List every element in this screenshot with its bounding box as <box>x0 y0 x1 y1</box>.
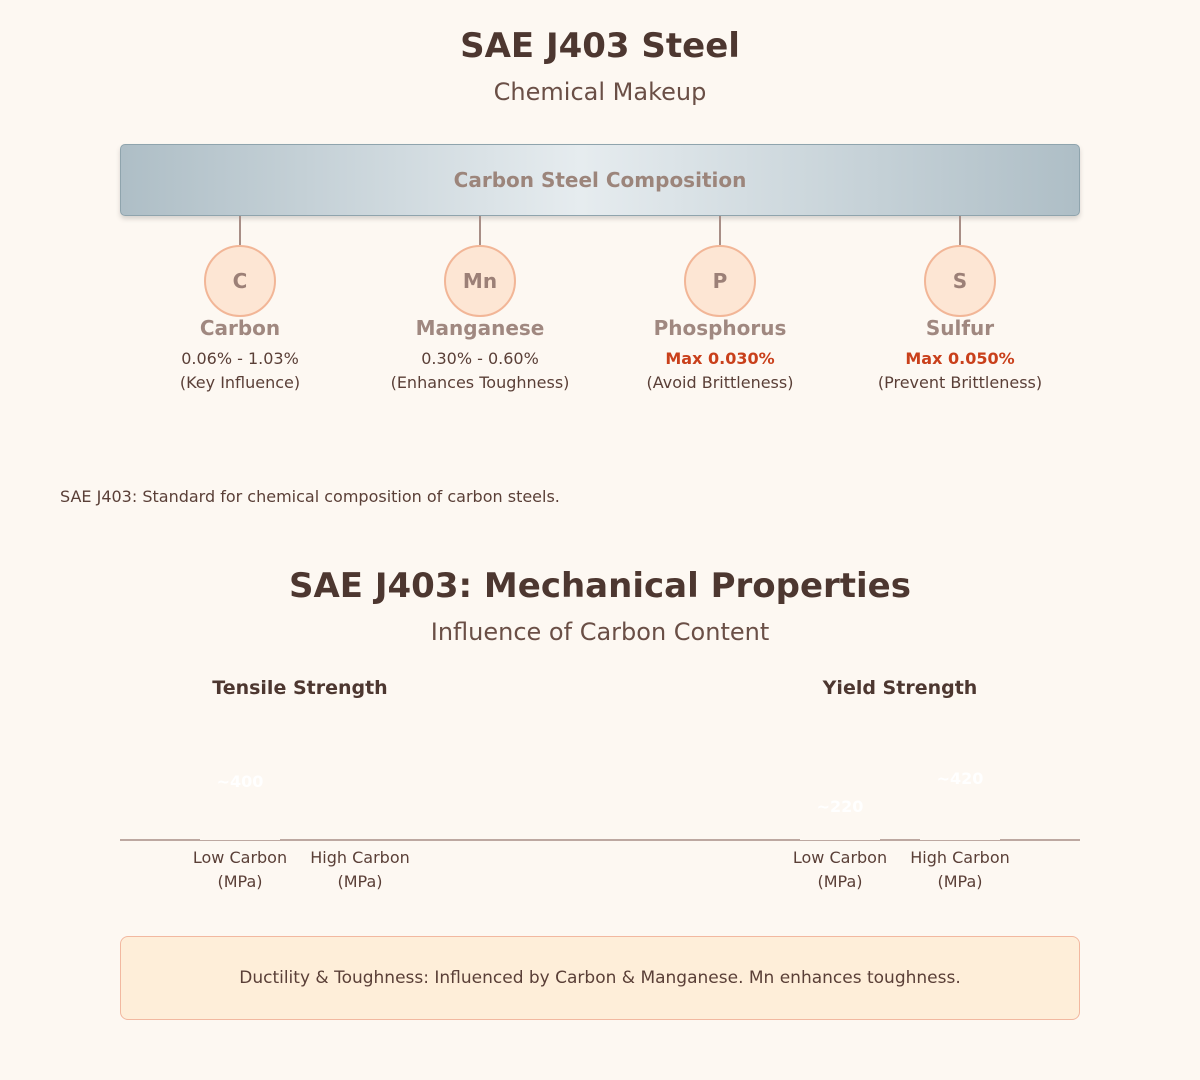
element-range: 0.30% - 0.60% <box>421 349 539 368</box>
x-tick-line2: (MPa) <box>817 872 863 891</box>
element-note: (Prevent Brittleness) <box>877 373 1043 392</box>
ductility-note: Ductility & Toughness: Influenced by Carbon & Manganese. Mn enhances toughness. <box>239 968 961 988</box>
ductility-note-box <box>120 936 1080 1020</box>
element-symbol-circle <box>444 245 516 317</box>
page-title: SAE J403 Steel <box>460 26 740 66</box>
x-tick-label <box>775 846 905 894</box>
x-tick-line2: (MPa) <box>937 872 983 891</box>
element-range: 0.06% - 1.03% <box>181 349 299 368</box>
element-note: (Enhances Toughness) <box>390 373 570 392</box>
element-name: Sulfur <box>925 316 995 340</box>
element-symbol: P <box>712 269 728 293</box>
connector-line <box>959 216 961 245</box>
element-name: Phosphorus <box>653 316 787 340</box>
bar-value-label: ~400 <box>216 772 264 791</box>
element-range: Max 0.030% <box>665 349 775 368</box>
x-tick-line1: Low Carbon <box>792 848 888 867</box>
bar-value-label: ~420 <box>936 769 984 789</box>
element-symbol: C <box>232 269 248 293</box>
element-note: (Key Influence) <box>179 373 301 392</box>
element-symbol: Mn <box>462 269 498 293</box>
bar-1-1 <box>920 781 1000 840</box>
connector-line <box>479 216 481 245</box>
chart-title-tensile: Tensile Strength <box>212 677 388 699</box>
bar-value-label: ~220 <box>816 797 864 817</box>
element-note: (Avoid Brittleness) <box>646 373 794 392</box>
x-tick-label <box>895 846 1025 894</box>
x-tick-label <box>295 846 425 894</box>
element-range: Max 0.050% <box>905 349 1015 368</box>
page-subtitle: Chemical Makeup <box>493 78 707 106</box>
element-symbol-circle <box>204 245 276 317</box>
connector-line <box>719 216 721 245</box>
mechanical-subtitle: Influence of Carbon Content <box>430 618 770 646</box>
composition-bar-label: Carbon Steel Composition <box>453 168 747 192</box>
x-tick-line1: High Carbon <box>910 848 1010 867</box>
mechanical-title: SAE J403: Mechanical Properties <box>289 566 911 606</box>
composition-bar <box>120 144 1080 216</box>
x-tick-line2: (MPa) <box>337 872 383 891</box>
x-tick-line1: High Carbon <box>310 848 410 867</box>
element-symbol: S <box>952 269 968 293</box>
element-symbol-circle <box>924 245 996 317</box>
bar-0-0 <box>200 784 280 840</box>
chart-title-yield: Yield Strength <box>822 677 978 699</box>
mechanical-bar-chart <box>0 700 1200 845</box>
element-name: Manganese <box>415 316 545 340</box>
x-tick-line1: Low Carbon <box>192 848 288 867</box>
element-name: Carbon <box>199 316 281 340</box>
composition-footnote: SAE J403: Standard for chemical composition of carbon steels. <box>60 487 560 506</box>
x-tick-label <box>175 846 305 894</box>
x-tick-line2: (MPa) <box>217 872 263 891</box>
element-symbol-circle <box>684 245 756 317</box>
connector-line <box>239 216 241 245</box>
